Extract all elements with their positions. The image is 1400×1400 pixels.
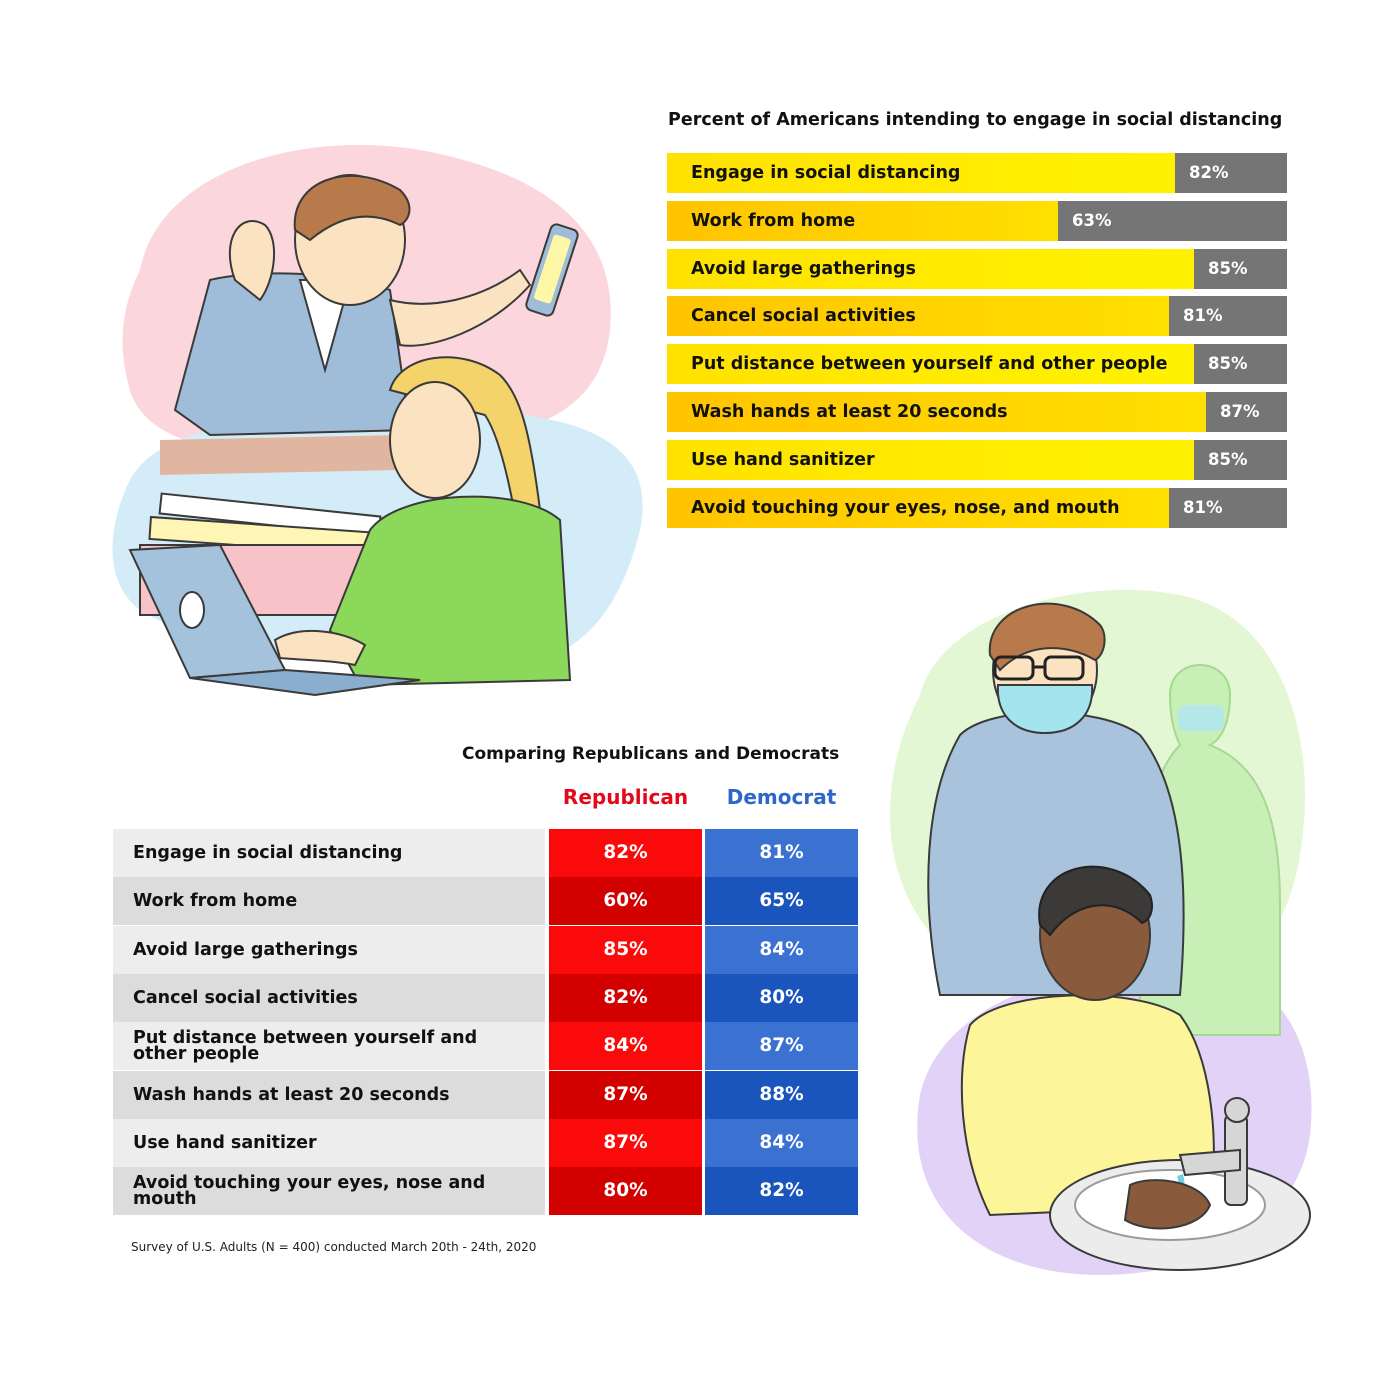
desk [160, 435, 400, 475]
table-row [113, 1119, 859, 1167]
office-workers-illustration [100, 130, 660, 710]
bar-value-label: 85% [1208, 354, 1248, 373]
bar-category-label: Work from home [691, 211, 856, 231]
republican-value-cell: 82% [549, 829, 702, 877]
bar-value-label: 81% [1183, 306, 1223, 325]
bar-category-label: Avoid large gatherings [691, 259, 916, 279]
bar-category-label: Wash hands at least 20 seconds [691, 402, 1008, 422]
table-row [113, 877, 859, 925]
row-label-cell [113, 1071, 545, 1119]
comparison-table [113, 829, 859, 1216]
bar-category-label: Engage in social distancing [691, 163, 961, 183]
democrat-value-cell: 82% [705, 1167, 858, 1215]
bar-row [667, 153, 1287, 193]
democrat-value-cell: 88% [705, 1071, 858, 1119]
row-label: Use hand sanitizer [133, 1133, 317, 1153]
bar-row [667, 344, 1287, 384]
table-row [113, 829, 859, 877]
row-label: Cancel social activities [133, 988, 358, 1008]
table-row [113, 974, 859, 1022]
republican-value-cell: 85% [549, 926, 702, 974]
row-label: Avoid touching your eyes, nose and mouth [133, 1173, 486, 1209]
republican-column-header: Republican [562, 785, 689, 809]
bar-row [667, 488, 1287, 528]
republican-value-cell: 60% [549, 877, 702, 925]
comparison-title: Comparing Republicans and Democrats [462, 744, 840, 764]
survey-footnote: Survey of U.S. Adults (N = 400) conducted March 20th - 24th, 2020 [131, 1240, 537, 1254]
row-label: Work from home [133, 891, 298, 911]
democrat-value-cell: 87% [705, 1022, 858, 1070]
table-row [113, 926, 859, 974]
democrat-column-header: Democrat [726, 785, 837, 809]
row-label-cell [113, 829, 545, 877]
democrat-value-cell: 80% [705, 974, 858, 1022]
table-row [113, 1167, 859, 1215]
bar-category-label: Avoid touching your eyes, nose, and mouth [691, 498, 1120, 518]
social-distancing-bar-chart [667, 153, 1287, 533]
democrat-value-cell: 84% [705, 1119, 858, 1167]
row-label-cell [113, 1119, 545, 1167]
woman-head [390, 382, 480, 498]
bar-category-label: Use hand sanitizer [691, 450, 875, 470]
row-label-cell [113, 926, 545, 974]
bar-value-label: 87% [1220, 402, 1260, 421]
democrat-value-cell: 84% [705, 926, 858, 974]
bar-chart-title: Percent of Americans intending to engage in social distancing [668, 110, 1283, 130]
table-row [113, 1022, 859, 1070]
background-mask [1178, 705, 1224, 731]
row-label-cell [113, 974, 545, 1022]
row-label: Engage in social distancing [133, 843, 403, 863]
row-label-cell [113, 877, 545, 925]
bar-category-label: Cancel social activities [691, 306, 916, 326]
bar-row [667, 440, 1287, 480]
bar-value-label: 81% [1183, 498, 1223, 517]
row-label-cell [113, 1167, 545, 1215]
republican-value-cell: 82% [549, 974, 702, 1022]
row-label: Avoid large gatherings [133, 940, 358, 960]
bar-value-label: 82% [1189, 163, 1229, 182]
bar-value-label: 85% [1208, 259, 1248, 278]
row-label-cell [113, 1022, 545, 1070]
bar-value-label: 85% [1208, 450, 1248, 469]
bar-value-label: 63% [1072, 211, 1112, 230]
republican-value-cell: 80% [549, 1167, 702, 1215]
bar-row [667, 249, 1287, 289]
table-row [113, 1071, 859, 1119]
row-label: Wash hands at least 20 seconds [133, 1085, 450, 1105]
bar-row [667, 201, 1287, 241]
bar-row [667, 392, 1287, 432]
row-label: Put distance between yourself and other people [133, 1028, 478, 1064]
democrat-value-cell: 65% [705, 877, 858, 925]
republican-value-cell: 84% [549, 1022, 702, 1070]
bar-row [667, 296, 1287, 336]
republican-value-cell: 87% [549, 1071, 702, 1119]
bar-category-label: Put distance between yourself and other people [691, 354, 1168, 374]
democrat-value-cell: 81% [705, 829, 858, 877]
hygiene-illustration [880, 575, 1320, 1295]
republican-value-cell: 87% [549, 1119, 702, 1167]
